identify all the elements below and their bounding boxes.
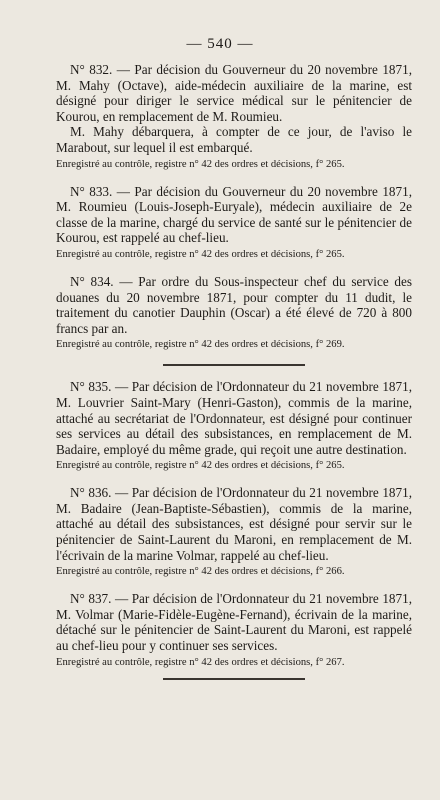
decision-entry-833 bbox=[56, 184, 412, 262]
entry-paragraph: N° 834. — Par ordre du Sous-inspecteur chef du service des douanes du 20 novembre 1871, pour compter du 11 dudit, le traitement du canotier Dauphin (Oscar) a été élevé de 720 à 800 francs par an. bbox=[56, 273, 412, 336]
registration-note: Enregistré au contrôle, registre n° 42 des ordres et décisions, f° 267. bbox=[56, 656, 345, 668]
entry-paragraph: N° 836. — Par décision de l'Ordonnateur du 21 novembre 1871, M. Badaire (Jean-Baptiste-Sébastien), commis de la marine, attaché au détail des subsistances, est désigné pour servir sur le pénitencier de Saint-Laurent du Maroni, en remplacement de M. l'écrivain de la marine Volmar, rappelé au chef-lieu. bbox=[56, 485, 412, 563]
registration-note: Enregistré au contrôle, registre n° 42 des ordres et décisions, f° 265. bbox=[56, 460, 345, 472]
entry-paragraph: N° 833. — Par décision du Gouverneur du 20 novembre 1871, M. Roumieu (Louis-Joseph-Euryale), médecin auxiliaire de 2e classe de la marine, chargé du service de santé sur le pénitencier de Kourou, est rappelé au chef-lieu. bbox=[56, 183, 412, 246]
section-divider bbox=[163, 364, 305, 366]
decision-entry-832 bbox=[56, 62, 412, 172]
entry-paragraph: N° 837. — Par décision de l'Ordonnateur du 21 novembre 1871, M. Volmar (Marie-Fidèle-Eugène-Fernand), écrivain de la marine, détaché sur le pénitencier de Saint-Laurent du Maroni, est rappelé au chef-lieu pour y continuer ses services. bbox=[56, 591, 412, 654]
text-column bbox=[56, 62, 412, 680]
decision-entry-837 bbox=[56, 591, 412, 669]
page-number: — 540 — bbox=[186, 36, 254, 52]
registration-note: Enregistré au contrôle, registre n° 42 des ordres et décisions, f° 265. bbox=[56, 158, 345, 170]
entry-paragraph: N° 835. — Par décision de l'Ordonnateur du 21 novembre 1871, M. Louvrier Saint-Mary (Henri-Gaston), commis de la marine, attaché au secrétariat de l'Ordonnateur, est désigné pour continuer ses services au détail des subsistances, en remplacement de M. Badaire, employé du même grade, qui reçoit une autre destination. bbox=[56, 379, 412, 457]
decision-entry-836 bbox=[56, 485, 412, 579]
end-divider bbox=[163, 678, 305, 680]
entry-paragraph: N° 832. — Par décision du Gouverneur du 20 novembre 1871, M. Mahy (Octave), aide-médecin auxiliaire de la marine, est désigné pour diriger le service médical sur le pénitencier de Kourou, en remplacement de M. Roumieu. bbox=[56, 62, 412, 124]
registration-note: Enregistré au contrôle, registre n° 42 des ordres et décisions, f° 265. bbox=[56, 248, 345, 260]
decision-entry-834 bbox=[56, 274, 412, 352]
registration-note: Enregistré au contrôle, registre n° 42 des ordres et décisions, f° 266. bbox=[56, 566, 345, 578]
decision-entry-835 bbox=[56, 379, 412, 473]
registration-note: Enregistré au contrôle, registre n° 42 des ordres et décisions, f° 269. bbox=[56, 339, 345, 351]
entry-paragraph: M. Mahy débarquera, à compter de ce jour, de l'aviso le Marabout, sur lequel il est embarqué. bbox=[56, 124, 412, 155]
